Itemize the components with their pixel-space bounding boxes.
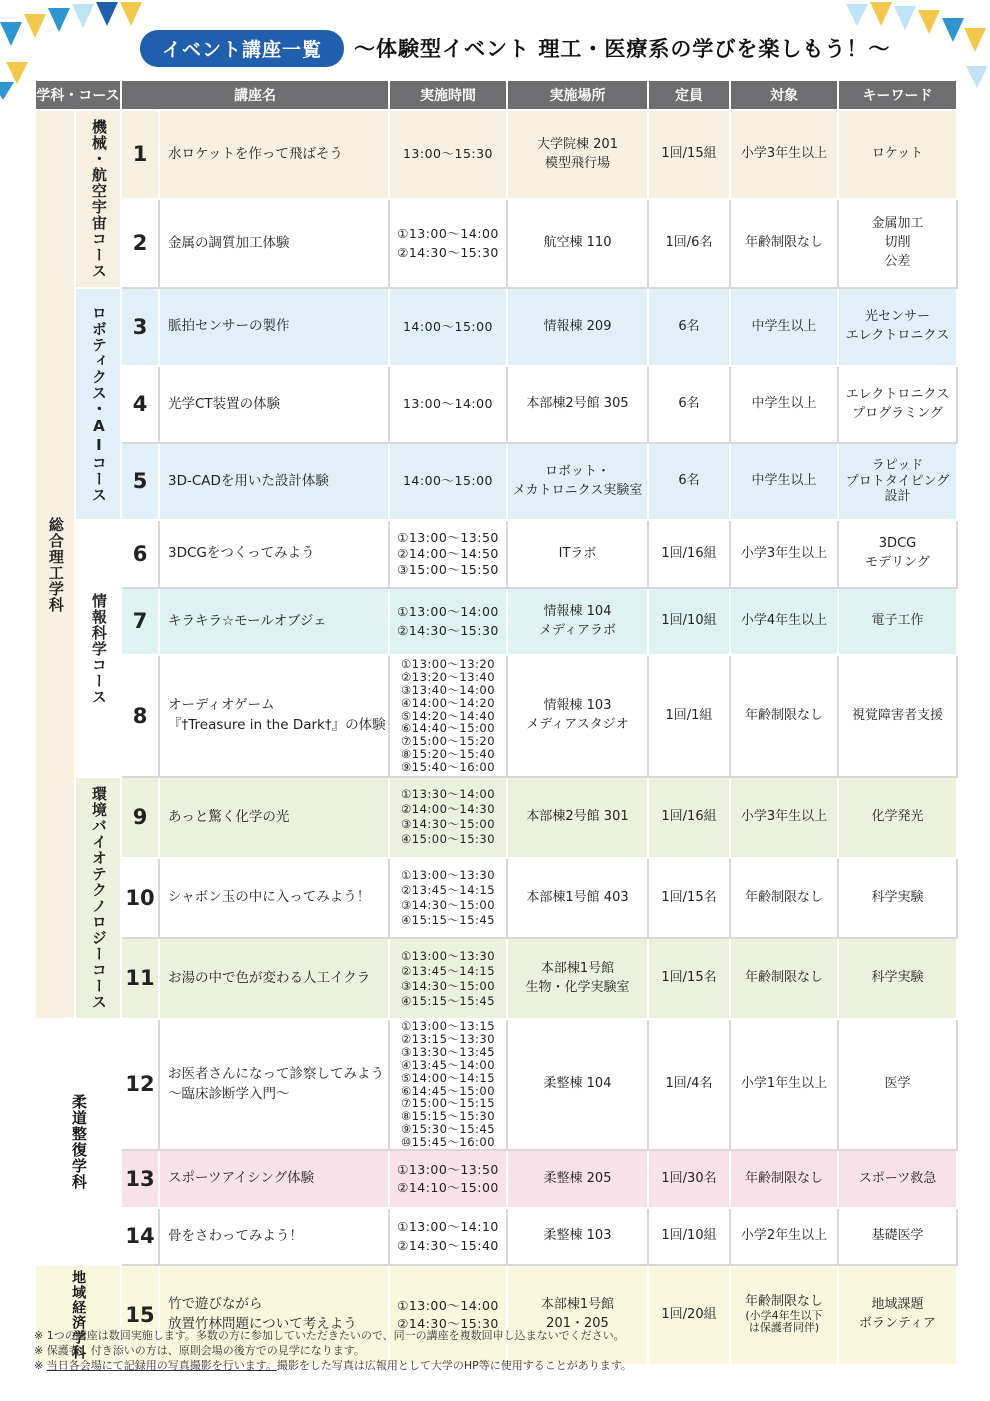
event-keyword: 3DCG モデリング <box>838 520 957 588</box>
event-place: 航空棟 110 <box>507 199 648 288</box>
row-number: 13 <box>121 1150 159 1208</box>
event-capacity: 1回/4名 <box>648 1019 730 1150</box>
event-place: 大学院棟 201 模型飛行場 <box>507 110 648 199</box>
event-capacity: 1回/1組 <box>648 655 730 777</box>
event-time: 13:00～14:00 <box>389 366 507 443</box>
event-target: 小学1年生以上 <box>730 1019 838 1150</box>
event-name: 3D-CADを用いた設計体験 <box>159 443 389 520</box>
event-keyword: 化学発光 <box>838 777 957 858</box>
title-pill: イベント講座一覧 <box>140 30 344 67</box>
row-number: 1 <box>121 110 159 199</box>
event-target: 年齢制限なし <box>730 1150 838 1208</box>
event-capacity: 1回/16組 <box>648 520 730 588</box>
event-name: お湯の中で色が変わる人工イクラ <box>159 938 389 1019</box>
event-place: ロボット・ メカトロニクス実験室 <box>507 443 648 520</box>
table-row <box>35 655 957 777</box>
course-joho: 情報科学コース <box>75 520 121 777</box>
event-place: 柔整棟 104 <box>507 1019 648 1150</box>
event-capacity: 1回/20組 <box>648 1265 730 1365</box>
event-time: ①13:00～13:20 ②13:20～13:40 ③13:40～14:00 ④14:00～14:20 ⑤14:20～14:40 ⑥14:40～15:00 ⑦15:00～15:20 ⑧15:20～15:40 ⑨15:40～16:00 <box>389 655 507 777</box>
row-number: 5 <box>121 443 159 520</box>
event-keyword: 光センサー エレクトロニクス <box>838 288 957 366</box>
event-name: 3DCGをつくってみよう <box>159 520 389 588</box>
table-header <box>35 80 957 110</box>
event-target: 年齢制限なし <box>730 199 838 288</box>
event-keyword: 科学実験 <box>838 858 957 939</box>
row-number: 11 <box>121 938 159 1019</box>
event-place: 柔整棟 103 <box>507 1208 648 1265</box>
event-name: 骨をさわってみよう！ <box>159 1208 389 1265</box>
event-place: 本部棟1号館 生物・化学実験室 <box>507 938 648 1019</box>
header-course: 学科・コース <box>35 80 121 110</box>
event-time: 14:00～15:00 <box>389 443 507 520</box>
table-row <box>35 588 957 655</box>
event-keyword: 基礎医学 <box>838 1208 957 1265</box>
event-target: 中学生以上 <box>730 288 838 366</box>
row-number: 14 <box>121 1208 159 1265</box>
row-number: 4 <box>121 366 159 443</box>
event-capacity: 1回/30名 <box>648 1150 730 1208</box>
header-place: 実施場所 <box>507 80 648 110</box>
event-place: 本部棟2号館 301 <box>507 777 648 858</box>
row-number: 3 <box>121 288 159 366</box>
event-keyword: 金属加工 切削 公差 <box>838 199 957 288</box>
event-keyword: ロケット <box>838 110 957 199</box>
event-place: ITラボ <box>507 520 648 588</box>
event-place: 柔整棟 205 <box>507 1150 648 1208</box>
event-time: ①13:00～14:10 ②14:30～15:40 <box>389 1208 507 1265</box>
event-capacity: 6名 <box>648 366 730 443</box>
event-target: 小学3年生以上 <box>730 110 838 199</box>
event-place: 本部棟1号館 201・205 <box>507 1265 648 1365</box>
event-time: ①13:30～14:00 ②14:00～14:30 ③14:30～15:00 ④15:00～15:30 <box>389 777 507 858</box>
event-place: 本部棟2号館 305 <box>507 366 648 443</box>
event-time: ①13:00～13:50 ②14:10～15:00 <box>389 1150 507 1208</box>
event-keyword: 医学 <box>838 1019 957 1150</box>
event-time: 13:00～15:30 <box>389 110 507 199</box>
title-subtitle: ～体験型イベント 理工・医療系の学びを楽しもう！～ <box>354 37 891 61</box>
table-row <box>35 288 957 366</box>
header-capacity: 定員 <box>648 80 730 110</box>
event-name: 脈拍センサーの製作 <box>159 288 389 366</box>
course-kikai: 機械・航空宇宙コース <box>75 110 121 288</box>
event-capacity: 1回/10組 <box>648 588 730 655</box>
event-time: ①13:00～13:30 ②13:45～14:15 ③14:30～15:00 ④15:15～15:45 <box>389 858 507 939</box>
row-number: 15 <box>121 1265 159 1365</box>
event-keyword: スポーツ救急 <box>838 1150 957 1208</box>
header-time: 実施時間 <box>389 80 507 110</box>
dept-chiiki: 地域経済学科 <box>35 1265 121 1365</box>
dept-sogo: 総合理工学科 <box>35 110 75 1019</box>
event-time: ①13:00～14:00 ②14:30～15:30 <box>389 588 507 655</box>
event-time: ①13:00～13:30 ②13:45～14:15 ③14:30～15:00 ④15:15～15:45 <box>389 938 507 1019</box>
event-time: ①13:00～14:00 ②14:30～15:30 <box>389 199 507 288</box>
event-capacity: 6名 <box>648 288 730 366</box>
event-target: 中学生以上 <box>730 443 838 520</box>
event-time: ①13:00～13:50 ②14:00～14:50 ③15:00～15:50 <box>389 520 507 588</box>
event-place: 情報棟 209 <box>507 288 648 366</box>
event-target: 小学4年生以上 <box>730 588 838 655</box>
event-capacity: 1回/15名 <box>648 858 730 939</box>
event-keyword: ラピッド プロトタイピング 設計 <box>838 443 957 520</box>
event-keyword: 科学実験 <box>838 938 957 1019</box>
event-keyword: 電子工作 <box>838 588 957 655</box>
table-row <box>35 199 957 288</box>
course-kankyo: 環境バイオテクノロジーコース <box>75 777 121 1019</box>
event-name: 竹で遊びながら 放置竹林問題について考えよう <box>159 1265 389 1365</box>
event-name: 金属の調質加工体験 <box>159 199 389 288</box>
event-target: 年齢制限なし <box>730 938 838 1019</box>
event-name: 光学CT装置の体験 <box>159 366 389 443</box>
event-target: 年齢制限なし <box>730 655 838 777</box>
event-place: 情報棟 104 メディアラボ <box>507 588 648 655</box>
event-keyword: 地域課題 ボランティア <box>838 1265 957 1365</box>
event-place: 本部棟1号館 403 <box>507 858 648 939</box>
table-row <box>35 1208 957 1265</box>
table-row <box>35 443 957 520</box>
table-row <box>35 366 957 443</box>
event-capacity: 1回/6名 <box>648 199 730 288</box>
event-capacity: 1回/10組 <box>648 1208 730 1265</box>
event-place: 情報棟 103 メディアスタジオ <box>507 655 648 777</box>
event-name: キラキラ☆モールオブジェ <box>159 588 389 655</box>
event-keyword: エレクトロニクス プログラミング <box>838 366 957 443</box>
row-number: 9 <box>121 777 159 858</box>
event-name: オーディオゲーム 『†Treasure in the Dark†』の体験 <box>159 655 389 777</box>
header-target: 対象 <box>730 80 838 110</box>
note-3: ※ 当日各会場にて記録用の写真撮影を行います。撮影をした写真は広報用として大学のHP等に使用することがあります。 <box>34 1359 632 1372</box>
row-number: 8 <box>121 655 159 777</box>
header-keyword: キーワード <box>838 80 957 110</box>
event-name: スポーツアイシング体験 <box>159 1150 389 1208</box>
dept-judo: 柔道整復学科 <box>35 1019 121 1265</box>
event-time: ①13:00～14:00 ②14:30～15:30 <box>389 1265 507 1365</box>
table-row <box>35 110 957 199</box>
footnotes <box>34 1328 632 1373</box>
event-capacity: 1回/15組 <box>648 110 730 199</box>
note-2: ※ 保護者、付き添いの方は、原則会場の後方での見学になります。 <box>34 1344 365 1357</box>
event-target: 小学2年生以上 <box>730 1208 838 1265</box>
event-target: 中学生以上 <box>730 366 838 443</box>
table-row <box>35 938 957 1019</box>
table-row <box>35 1150 957 1208</box>
event-time: ①13:00～13:15 ②13:15～13:30 ③13:30～13:45 ④13:45～14:00 ⑤14:00～14:15 ⑥14:45～15:00 ⑦15:00～15:15 ⑧15:15～15:30 ⑨15:30～15:45 ⑩15:45～16:00 <box>389 1019 507 1150</box>
table-row <box>35 1019 957 1150</box>
event-name: あっと驚く化学の光 <box>159 777 389 858</box>
event-table <box>34 79 958 1366</box>
event-target: 年齢制限なし (小学4年生以下 は保護者同伴) <box>730 1265 838 1365</box>
table-row <box>35 520 957 588</box>
row-number: 12 <box>121 1019 159 1150</box>
table-row <box>35 777 957 858</box>
event-target: 年齢制限なし <box>730 858 838 939</box>
event-capacity: 6名 <box>648 443 730 520</box>
header-title: 講座名 <box>121 80 389 110</box>
row-number: 7 <box>121 588 159 655</box>
event-name: 水ロケットを作って飛ばそう <box>159 110 389 199</box>
event-name: お医者さんになって診察してみよう ～臨床診断学入門～ <box>159 1019 389 1150</box>
event-capacity: 1回/15名 <box>648 938 730 1019</box>
event-target: 小学3年生以上 <box>730 520 838 588</box>
course-robo: ロボティクス・AIコース <box>75 288 121 520</box>
row-number: 2 <box>121 199 159 288</box>
table-row <box>35 858 957 939</box>
event-name: シャボン玉の中に入ってみよう！ <box>159 858 389 939</box>
row-number: 10 <box>121 858 159 939</box>
event-capacity: 1回/16組 <box>648 777 730 858</box>
note-1: ※ 1つの講座は数回実施します。多数の方に参加していただきたいので、同一の講座を複数回申し込まないでください。 <box>34 1329 625 1342</box>
event-time: 14:00～15:00 <box>389 288 507 366</box>
event-keyword: 視覚障害者支援 <box>838 655 957 777</box>
event-target: 小学3年生以上 <box>730 777 838 858</box>
row-number: 6 <box>121 520 159 588</box>
page-title <box>140 30 890 66</box>
